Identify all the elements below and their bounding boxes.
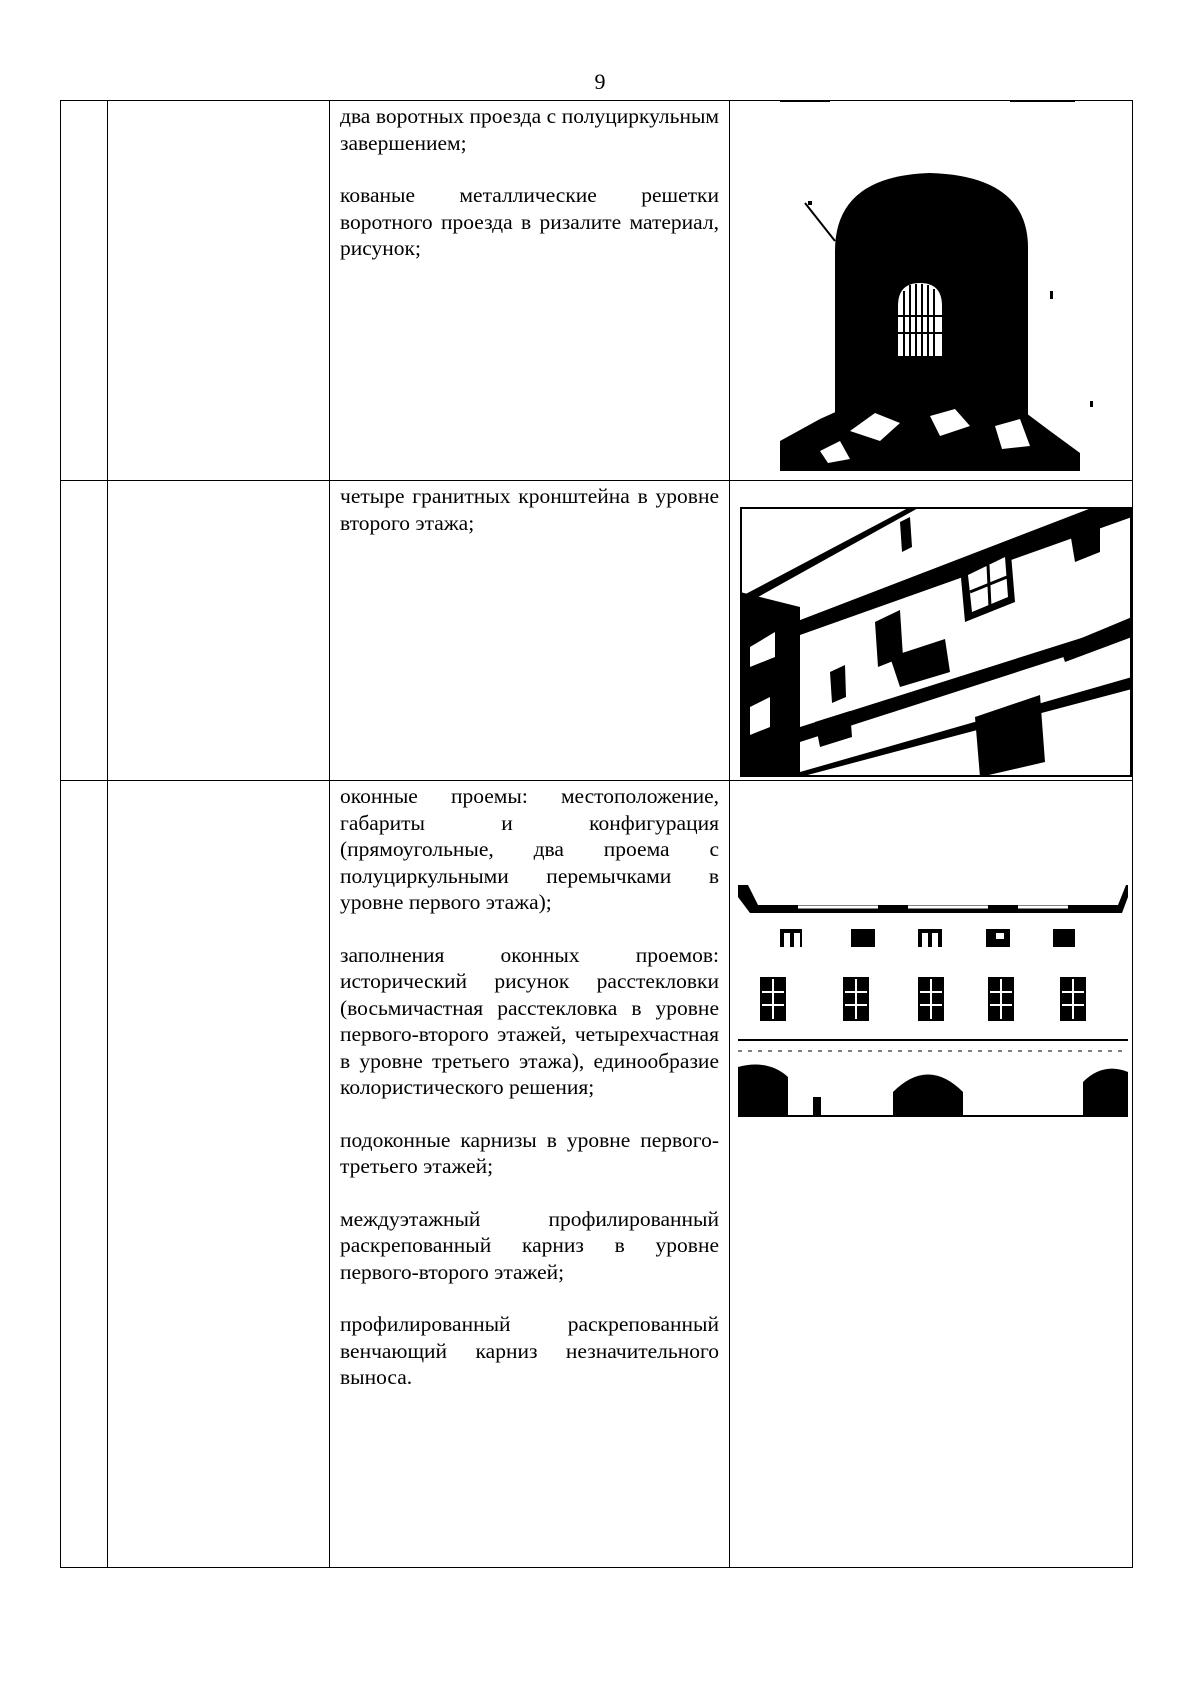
object-name-cell — [108, 481, 330, 781]
description-paragraph: подоконные карнизы в уровне первого-третьего этажей; — [340, 1127, 719, 1178]
description-paragraph: заполнения оконных проемов: исторический рисунок расстекловки (восьмичастная расстекловка в уровне первого-второго этажей, четырехчастная в уровне третьего этажа), единообразие колористического решения; — [340, 942, 719, 1099]
description-paragraph: профилированный раскрепованный венчающий карниз незначительного выноса. — [340, 1312, 719, 1389]
features-table — [60, 100, 1133, 1568]
photo-cell — [730, 101, 1133, 481]
description-paragraph: междуэтажный профилированный раскрепованный карниз в уровне первого-второго этажей; — [340, 1206, 719, 1284]
photo-cell — [730, 481, 1133, 781]
row-number-cell — [61, 101, 108, 481]
object-name-cell — [108, 101, 330, 481]
row-number-cell — [61, 781, 108, 1568]
arched-gateway-photo — [780, 101, 1110, 471]
description-paragraph: два воротных проезда с полуциркульным завершением; — [340, 104, 719, 155]
facade-windows-photo — [738, 877, 1128, 1117]
description-cell — [330, 781, 730, 1568]
table-row — [61, 781, 1133, 1568]
photo-cell — [730, 781, 1133, 1568]
object-name-cell — [108, 781, 330, 1568]
description-paragraph: четыре гранитных кронштейна в уровне второго этажа; — [340, 484, 719, 535]
table-row — [61, 101, 1133, 481]
description-paragraph: оконные проемы: местоположение, габариты и конфигурация (прямоугольные, два проема с полуциркульными перемычками в уровне первого этажа); — [340, 784, 719, 914]
description-cell — [330, 101, 730, 481]
description-cell — [330, 481, 730, 781]
table-row — [61, 481, 1133, 781]
description-paragraph: кованые металлические решетки воротного проезда в ризалите материал, рисунок; — [340, 183, 719, 260]
row-number-cell — [61, 481, 108, 781]
page-number: 9 — [594, 69, 606, 94]
facade-brackets-photo — [740, 507, 1132, 777]
